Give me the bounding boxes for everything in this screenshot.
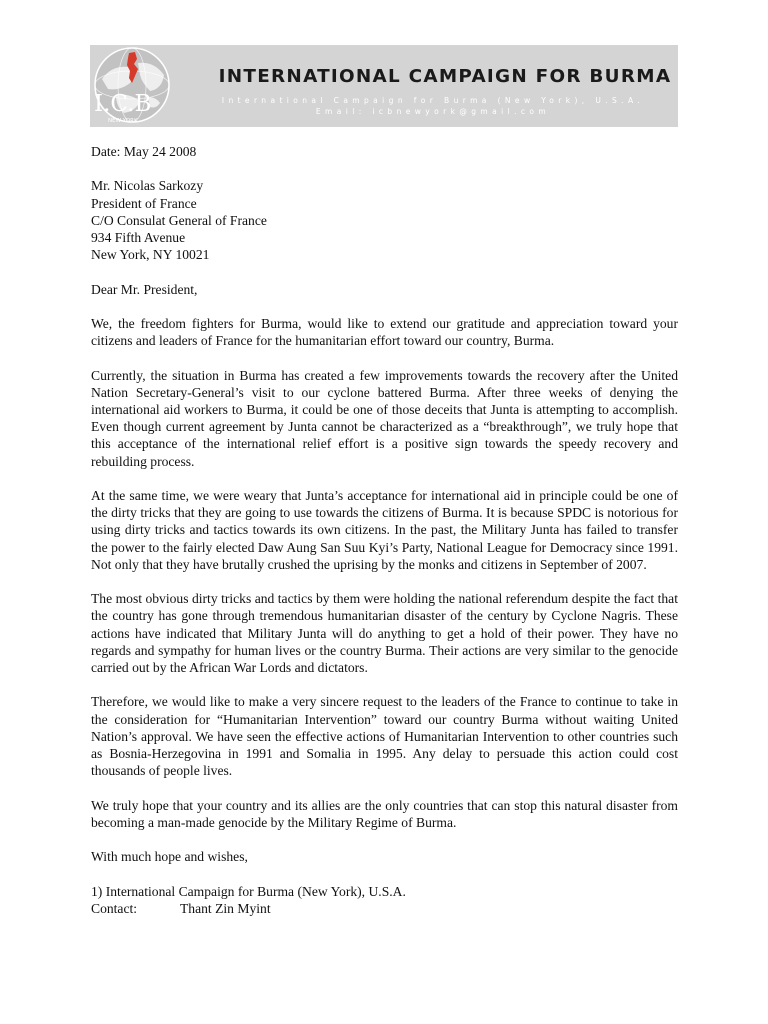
body-paragraph: Currently, the situation in Burma has created a few improvements towards the recovery after the United Nation Secretary-General’s visit to our cyclone battered Burma. After three weeks of denying the international aid workers to Burma, it could be one of those deceits that Junta is attempting to accomplish. Even though current agreement by Junta cannot be characterized as a “breakthrough”, we truly hope that this acceptance of the international relief effort is a positive sign towards the speedy recovery and rebuilding process. (91, 367, 678, 469)
letter-body (91, 143, 678, 917)
organization-email: Email: icbnewyork@gmail.com (315, 107, 551, 116)
organization-title: INTERNATIONAL CAMPAIGN FOR BURMA (218, 67, 672, 87)
icb-globe-logo (90, 45, 200, 127)
body-paragraph: Therefore, we would like to make a very sincere request to the leaders of the France to continue to take in the consideration for “Humanitarian Intervention” toward our country Burma without waiting United Nation’s approval. We have seen the effective actions of Humanitarian Intervention to other countries such as Bosnia-Herzegovina in 1991 and Somalia in 1995. Any delay to persuade this action could cost thousands of people lives. (91, 694, 678, 779)
recipient-line: C/O Consulat General of France (91, 212, 267, 228)
logo-text: I.C.B (94, 91, 152, 117)
organization-subtitle: International Campaign for Burma (New York), U.S.A. (221, 96, 645, 105)
letter-date: Date: May 24 2008 (91, 144, 197, 159)
contact-name: Thant Zin Myint (180, 900, 271, 916)
recipient-line: New York, NY 10021 (91, 247, 210, 263)
recipient-line: 934 Fifth Avenue (91, 230, 186, 245)
signatory-block (91, 883, 678, 917)
salutation: Dear Mr. President, (91, 281, 198, 297)
logo-subtext: NEW YORK (108, 118, 138, 124)
contact-label: Contact: (91, 900, 138, 916)
body-paragraph: We, the freedom fighters for Burma, would like to extend our gratitude and appreciation toward your citizens and leaders of France for the humanitarian effort toward our country, Burma. (91, 315, 678, 349)
body-paragraph: We truly hope that your country and its allies are the only countries that can stop this natural disaster from becoming a man-made genocide by the Military Regime of Burma. (91, 797, 678, 830)
signatory-contact (91, 900, 678, 917)
closing: With much hope and wishes, (91, 849, 248, 865)
signatory-organization: 1) International Campaign for Burma (New York), U.S.A. (91, 883, 406, 899)
body-paragraph: The most obvious dirty tricks and tactics by them were holding the national referendum despite the fact that the country has gone through tremendous humanitarian disaster of the century by Cyclone Nagris. These actions have indicated that Military Junta will do anything to get a hold of their power. They have no regards and sympathy for human lives or the country Burma. Their actions are very similar to the genocide carried out by the African War Lords and dictators. (91, 591, 678, 675)
recipient-line: Mr. Nicolas Sarkozy (91, 178, 204, 194)
letterhead-banner (90, 45, 678, 127)
recipient-line: President of France (91, 195, 197, 211)
body-paragraph: At the same time, we were weary that Junta’s acceptance for international aid in principle could be one of the dirty tricks that they are going to use towards the citizens of Burma. It is because SPDC is notorious for using dirty tricks and tactics towards its own citizens. In the past, the Military Junta has failed to transfer the power to the fairly elected Daw Aung San Suu Kyi’s Party, National League for Democracy since 1991. Not only that they have brutally crushed the uprising by the monks and citizens in September of 2007. (91, 487, 678, 572)
recipient-address (91, 177, 678, 263)
